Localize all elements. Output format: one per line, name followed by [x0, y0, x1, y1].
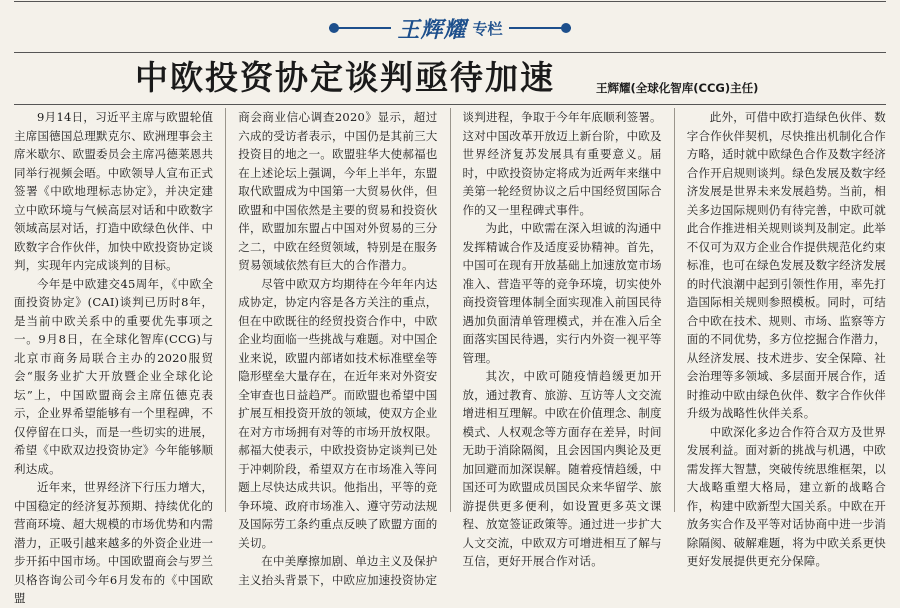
right-flourish-icon — [509, 23, 571, 33]
text-column-1 — [14, 108, 214, 605]
top-rule — [14, 1, 886, 2]
column-divider — [450, 108, 451, 512]
header-rule — [14, 52, 886, 53]
text-column-3 — [462, 108, 662, 568]
paragraph: 中欧深化多边合作符合双方及世界发展利益。面对新的挑战与机遇，中欧需发挥大智慧，突破传统思维框架，以大战略重塑大格局，建立新的战略合作，构建中欧新型大国关系。中欧在开放务实合作及平等对话协商中进一步消除隔阂、破解难题，将为中欧关系更快更好发展提供更充分保障。 — [686, 424, 886, 568]
article-body — [14, 108, 886, 605]
column-name: 王辉耀 — [397, 16, 467, 43]
text-column-4 — [686, 108, 886, 568]
headline: 中欧投资协定谈判亟待加速 — [135, 58, 555, 97]
column-header — [0, 8, 900, 48]
byline: 王辉耀(全球化智库(CCG)主任) — [596, 81, 759, 95]
paragraph: 谈判进程，争取于今年年底顺利签署。这对中国改革开放迈上新台阶，中欧及世界经济复苏发展具有重要意义。届时，中欧投资协定将成为近两年来继中美第一轮经贸协议之后中国经贸国际合作的又一里程碑式事件。 — [462, 110, 662, 217]
paragraph: 近年来，世界经济下行压力增大，中国稳定的经济复苏预期、持续优化的营商环境、超大规模的市场优势和内需潜力，正吸引越来越多的外资企业进一步开拓中国市场。中国欧盟商会与罗兰贝格咨询公司今年6月发布的《中国欧盟 — [14, 480, 214, 605]
paragraph: 商会商业信心调查2020》显示，超过六成的受访者表示，中国仍是其前三大投资目的地之一。欧盟驻华大使郝福也在上述论坛上强调，今年上半年，东盟取代欧盟成为中国第一大贸易伙伴，但欧盟和中国依然是主要的贸易和投资伙伴，欧盟加东盟占中国对外贸易的三分之二，中欧在经贸领域，特别是在服务贸易领域依然有巨大的合作潜力。 — [238, 110, 438, 272]
paragraph: 在中美摩擦加剧、单边主义及保护主义抬头背景下，中欧应加速投资协定 — [238, 554, 438, 587]
left-flourish-icon — [329, 23, 391, 33]
paragraph: 为此，中欧需在深入坦诚的沟通中发挥精诚合作及适度妥协精神。首先，中国可在现有开放基础上加速放宽市场准入、营造平等的竞争环境，切实使外商投资管理体制全面实现准入前国民待遇加负面清单管理模式，并在准入后全面落实国民待遇，实行内外资一视平等管理。 — [462, 221, 662, 365]
paragraph: 尽管中欧双方均期待在今年年内达成协定，协定内容是各方关注的重点，但在中欧既往的经贸投资合作中，中欧企业均面临一些挑战与难题。对中国企业来说，欧盟内部诸如技术标准壁垒等隐形壁垒大量存在，在近年来对外资安全审查也日益趋严。而欧盟也希望中国扩展互相投资开放的领域，使双方企业在对方市场拥有对等的市场开放权限。郝福大使表示，中欧投资协定谈判已处于冲刺阶段，希望双方在市场准入等问题上尽快达成共识。他指出，平等的竞争环境、政府市场准入、遵守劳动法规及国际劳工条约重点反映了欧盟方面的关切。 — [238, 276, 438, 550]
column-divider — [674, 108, 675, 512]
column-divider — [225, 108, 226, 512]
paragraph: 此外，可借中欧打造绿色伙伴、数字合作伙伴契机，尽快推出机制化合作方略，适时就中欧绿色合作及数字经济合作开启规则谈判。绿色发展及数字经济发展是世界未来发展趋势。当前，相关多边国际规则仍有待完善，中欧可就此合作推进相关规则谈判及制定。此举不仅可为双方企业合作提供规范化约束标准，也可在绿色发展及数字经济发展的时代浪潮中起到引领性作用，率先打造国际相关规则参照模板。同时，可结合中欧在技术、规则、市场、监察等方面的不同优势，多方位挖掘合作潜力，从经济发展、技术进步、安全保障、社会治理等多领域、多层面开展合作，适时推动中欧由绿色伙伴、数字合作伙伴升级为战略性伙伴关系。 — [686, 110, 886, 420]
paragraph: 9月14日，习近平主席与欧盟轮值主席国德国总理默克尔、欧洲理事会主席米歇尔、欧盟委员会主席冯德莱恩共同举行视频会晤。中欧领导人宣布正式签署《中欧地理标志协定》，并决定建立中欧环境与气候高层对话和中欧数字领域高层对话，打造中欧绿色伙伴、中欧数字合作伙伴，加快中欧投资协定谈判，实现年内完成谈判的目标。 — [14, 110, 214, 272]
paragraph: 今年是中欧建交45周年，《中欧全面投资协定》(CAI)谈判已历时8年，是当前中欧关系中的重要优先事项之一。9月8日，在全球化智库(CCG)与北京市商务局联合主办的2020服贸会“服务业扩大开放暨企业全球化论坛”上，中国欧盟商会主席伍德克表示，企业界希望能够有一个里程碑，不仅停留在口头，而是一些切实的进展，希望《中欧双边投资协定》今年能够顺利达成。 — [14, 276, 214, 476]
paragraph: 其次，中欧可随疫情趋缓更加开放，通过教育、旅游、互访等人文交流增进相互理解。中欧在价值理念、制度模式、人权观念等方面存在差异，时间无助于消除隔阂，且会因国内舆论及更加回避而加深误解。随着疫情趋缓，中国还可为欧盟成员国民众来华留学、旅游提供更多便利，如设置更多英文课程、放宽签证政策等。通过进一步扩大人文交流，中欧双方可增进相互了解与互信，更好开展合作对话。 — [462, 369, 662, 568]
column-suffix: 专栏 — [472, 19, 503, 38]
headline-rule — [14, 104, 886, 105]
text-column-2 — [238, 108, 438, 587]
